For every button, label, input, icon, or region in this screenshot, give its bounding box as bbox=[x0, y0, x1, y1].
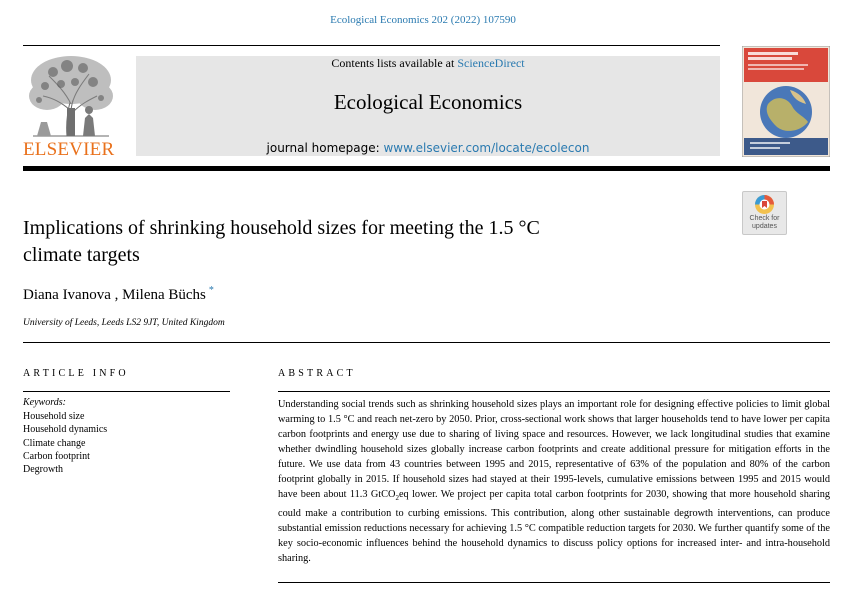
keyword-item: Degrowth bbox=[23, 464, 63, 476]
keyword-item: Household size bbox=[23, 411, 85, 422]
article-info-heading: ARTICLE INFO bbox=[23, 368, 129, 379]
author-affiliation: University of Leeds, Leeds LS2 9JT, United Kingdom bbox=[23, 318, 225, 328]
keywords-label: Keywords: bbox=[23, 397, 66, 408]
author-name[interactable]: Diana Ivanova bbox=[23, 287, 111, 303]
contents-line: Contents lists available at ScienceDirect bbox=[331, 56, 525, 70]
keyword-item: Household dynamics bbox=[23, 424, 108, 436]
check-updates-label: Check for updates bbox=[749, 215, 780, 230]
journal-title: Ecological Economics bbox=[333, 90, 523, 114]
abstract-body: Understanding social trends such as shrinking household sizes plays an important role for designing effective policies to limit global warming to 1.5 °C and reach net-zero by 2050. Prior, cross-sectional work shows that larger households tend to have lower per capita carbon footprints and energy use due to sharing of living space and resources. However, we lack longitudinal studies that examine whether dwindling household sizes globally increase carbon footprints and create additional pressure for mitigation efforts in the future. We use data from 43 countries between 1995 and 2015, representative of 63% of the population and 80% of the carbon footprint globally in 2015. If household sizes had stayed at their 1995-levels, cumulative emissions between 1995 and 2015 would have been about 11.3 GtCO$_2$eq lower. We project per capita total carbon footprints for 2030, showing that more household sharing could make a contribution to curbing emissions. This contribution, along other sustainable degrowth interventions, can produce substantial emission reductions necessary for achieving 1.5 °C compatible reduction targets for 2030. We further quantify some of the key socio-economic influences behind the household dynamics to discuss policy options for increased inter- and intra-household sharing. bbox=[278, 399, 830, 565]
author-list: Diana Ivanova , Milena Büchs * bbox=[23, 285, 214, 303]
corresponding-author-mark[interactable]: * bbox=[208, 285, 214, 296]
sciencedirect-link[interactable]: ScienceDirect bbox=[457, 56, 525, 70]
journal-homepage-line: journal homepage: www.elsevier.com/locate/ecolecon bbox=[266, 141, 590, 155]
section-rule bbox=[23, 342, 830, 343]
publisher-name: ELSEVIER bbox=[23, 139, 115, 160]
journal-homepage-link[interactable]: www.elsevier.com/locate/ecolecon bbox=[383, 141, 590, 155]
article-title: Implications of shrinking household sizes for meeting the 1.5 °C climate targets bbox=[23, 217, 540, 266]
author-name[interactable]: Milena Büchs bbox=[122, 287, 206, 303]
header-thick-rule bbox=[23, 166, 830, 171]
keyword-item: Carbon footprint bbox=[23, 450, 90, 462]
check-updates-icon bbox=[754, 194, 775, 215]
abstract-rule bbox=[278, 391, 830, 392]
journal-cover-image[interactable] bbox=[742, 46, 830, 157]
keywords-list bbox=[23, 410, 107, 476]
article-info-rule bbox=[23, 391, 230, 392]
abstract-heading: ABSTRACT bbox=[278, 368, 356, 379]
keyword-item: Climate change bbox=[23, 437, 86, 449]
header-rule bbox=[23, 45, 720, 46]
journal-citation[interactable]: Ecological Economics 202 (2022) 107590 bbox=[330, 14, 516, 26]
abstract-bottom-rule bbox=[278, 582, 830, 583]
